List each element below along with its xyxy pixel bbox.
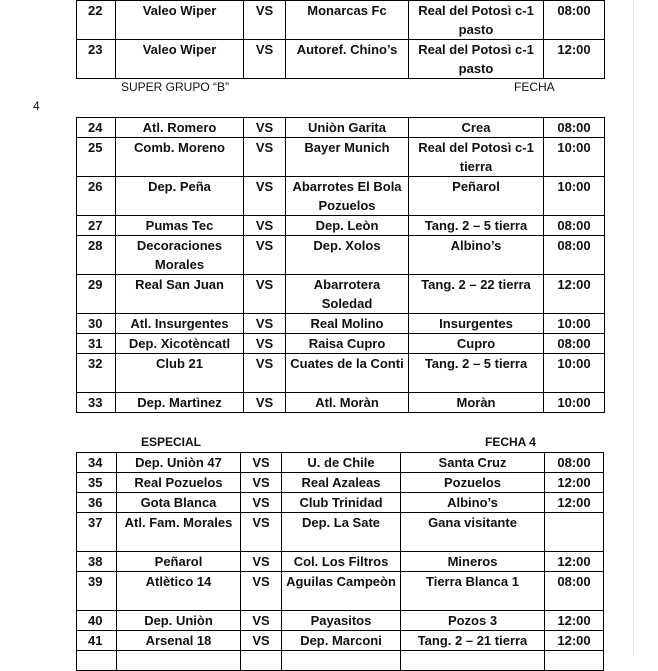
match-row (77, 118, 605, 138)
away-team: Bayer Munich (286, 138, 409, 177)
venue: Cupro (409, 334, 544, 354)
vs-label: VS (241, 513, 282, 552)
match-time: 10:00 (544, 354, 605, 393)
away-team: Dep. La Sate (282, 513, 401, 552)
match-number: 22 (77, 1, 116, 40)
away-team: Real Azaleas (282, 473, 401, 493)
match-time: 08:00 (544, 236, 605, 275)
match-row (77, 354, 605, 393)
match-row (77, 393, 605, 413)
match-time: 12:00 (545, 611, 604, 631)
match-row (77, 572, 604, 611)
home-team: Atlètico 14 (117, 572, 241, 611)
venue: Crea (409, 118, 544, 138)
home-team: Dep. Uniòn 47 (117, 453, 241, 473)
away-team: Aguilas Campeòn (282, 572, 401, 611)
venue: Pozos 3 (401, 611, 545, 631)
match-time: 08:00 (545, 453, 604, 473)
home-team: Club 21 (116, 354, 244, 393)
home-team: Dep. Peña (116, 177, 244, 216)
home-team: Real Pozuelos (117, 473, 241, 493)
match-time: 10:00 (544, 138, 605, 177)
venue: Real del Potosì c-1 pasto (409, 40, 544, 79)
match-number: 40 (77, 611, 117, 631)
home-team: Dep. Xicotèncatl (116, 334, 244, 354)
match-number: 37 (77, 513, 117, 552)
away-team: Payasitos (282, 611, 401, 631)
match-number: 33 (77, 393, 116, 413)
vs-label: VS (244, 1, 286, 40)
match-row (77, 453, 604, 473)
venue: Tang. 2 – 5 tierra (409, 354, 544, 393)
vs-label: VS (244, 275, 286, 314)
venue: Tang. 2 – 21 tierra (401, 631, 545, 651)
away-team: Cuates de la Conti (286, 354, 409, 393)
venue: Tang. 2 – 5 tierra (409, 216, 544, 236)
venue: Santa Cruz (401, 453, 545, 473)
match-row (77, 552, 604, 572)
home-team: Atl. Fam. Morales (117, 513, 241, 552)
venue: Insurgentes (409, 314, 544, 334)
venue: Albino’s (401, 493, 545, 513)
vs-label: VS (241, 552, 282, 572)
venue: Pozuelos (401, 473, 545, 493)
match-time: 08:00 (545, 572, 604, 611)
schedule-table-a (76, 0, 605, 79)
match-number: 36 (77, 493, 117, 513)
vs-label: VS (241, 493, 282, 513)
match-number: 34 (77, 453, 117, 473)
match-row (77, 40, 605, 79)
section-title-super-grupo-b: SUPER GRUPO “B” (121, 80, 230, 94)
match-row (77, 631, 604, 651)
home-team: Real San Juan (116, 275, 244, 314)
venue: Gana visitante (401, 513, 545, 552)
venue: Albino’s (409, 236, 544, 275)
match-time: 10:00 (544, 177, 605, 216)
home-team: Dep. Uniòn (117, 611, 241, 631)
away-team: Col. Los Filtros (282, 552, 401, 572)
match-row (77, 236, 605, 275)
match-time: 12:00 (544, 40, 605, 79)
away-team: Monarcas Fc (286, 1, 409, 40)
away-team: Dep. Marconi (282, 631, 401, 651)
match-time: 12:00 (545, 493, 604, 513)
home-team: Gota Blanca (117, 493, 241, 513)
match-row (77, 611, 604, 631)
home-team: Valeo Wiper (116, 1, 244, 40)
match-time: 10:00 (544, 393, 605, 413)
away-team: Club Trinidad (282, 493, 401, 513)
match-time: 08:00 (544, 1, 605, 40)
venue: Peñarol (409, 177, 544, 216)
home-team: Atl. Insurgentes (116, 314, 244, 334)
match-number: 41 (77, 631, 117, 651)
match-time: 12:00 (544, 275, 605, 314)
match-number: 28 (77, 236, 116, 275)
match-row (77, 314, 605, 334)
match-number: 24 (77, 118, 116, 138)
home-team: Comb. Moreno (116, 138, 244, 177)
match-number: 26 (77, 177, 116, 216)
match-row (77, 275, 605, 314)
match-number: 27 (77, 216, 116, 236)
fecha-number-b: 4 (33, 99, 40, 113)
vs-label: VS (241, 572, 282, 611)
match-number: 25 (77, 138, 116, 177)
away-team: Uniòn Garita (286, 118, 409, 138)
match-number: 30 (77, 314, 116, 334)
vs-label: VS (241, 453, 282, 473)
schedule-table-super-grupo-b (76, 117, 605, 413)
match-number: 38 (77, 552, 117, 572)
vs-label: VS (244, 236, 286, 275)
vs-label: VS (244, 177, 286, 216)
vs-label: VS (244, 314, 286, 334)
vs-label: VS (241, 473, 282, 493)
home-team: Decoraciones Morales (116, 236, 244, 275)
away-team: Dep. Leòn (286, 216, 409, 236)
match-time: 12:00 (545, 473, 604, 493)
match-number: 31 (77, 334, 116, 354)
vs-label: VS (244, 216, 286, 236)
vs-label: VS (244, 138, 286, 177)
home-team: Atl. Romero (116, 118, 244, 138)
venue: Real del Potosì c-1 pasto (409, 1, 544, 40)
away-team: Raisa Cupro (286, 334, 409, 354)
match-number: 39 (77, 572, 117, 611)
match-row (77, 138, 605, 177)
match-number: 23 (77, 40, 116, 79)
vs-label: VS (241, 631, 282, 651)
away-team: Autoref. Chino’s (286, 40, 409, 79)
home-team: Arsenal 18 (117, 631, 241, 651)
match-row (77, 473, 604, 493)
page-edge (633, 0, 634, 654)
venue: Tang. 2 – 22 tierra (409, 275, 544, 314)
match-row (77, 1, 605, 40)
vs-label: VS (244, 40, 286, 79)
match-time: 10:00 (544, 314, 605, 334)
venue: Tierra Blanca 1 (401, 572, 545, 611)
home-team: Pumas Tec (116, 216, 244, 236)
match-number: 29 (77, 275, 116, 314)
venue: Real del Potosì c-1 tierra (409, 138, 544, 177)
venue: Moràn (409, 393, 544, 413)
away-team: Atl. Moràn (286, 393, 409, 413)
match-number: 32 (77, 354, 116, 393)
away-team: Dep. Xolos (286, 236, 409, 275)
home-team: Valeo Wiper (116, 40, 244, 79)
match-row (77, 493, 604, 513)
match-time: 12:00 (545, 631, 604, 651)
match-time: 08:00 (544, 118, 605, 138)
match-row (77, 177, 605, 216)
match-time: 08:00 (544, 334, 605, 354)
fecha-label-c: FECHA 4 (485, 435, 536, 449)
match-time (545, 513, 604, 552)
venue: Mineros (401, 552, 545, 572)
match-number: 35 (77, 473, 117, 493)
fecha-label-b: FECHA (514, 80, 555, 94)
schedule-table-especial (76, 452, 604, 671)
match-time: 08:00 (544, 216, 605, 236)
home-team: Dep. Martìnez (116, 393, 244, 413)
vs-label: VS (244, 334, 286, 354)
match-row (77, 216, 605, 236)
away-team: Abarrotes El Bola Pozuelos (286, 177, 409, 216)
match-row (77, 513, 604, 552)
home-team: Peñarol (117, 552, 241, 572)
match-time: 12:00 (545, 552, 604, 572)
section-title-especial: ESPECIAL (141, 435, 202, 449)
away-team: U. de Chile (282, 453, 401, 473)
away-team: Abarrotera Soledad (286, 275, 409, 314)
vs-label: VS (244, 118, 286, 138)
match-row (77, 334, 605, 354)
vs-label: VS (244, 354, 286, 393)
away-team: Real Molino (286, 314, 409, 334)
vs-label: VS (241, 611, 282, 631)
vs-label: VS (244, 393, 286, 413)
